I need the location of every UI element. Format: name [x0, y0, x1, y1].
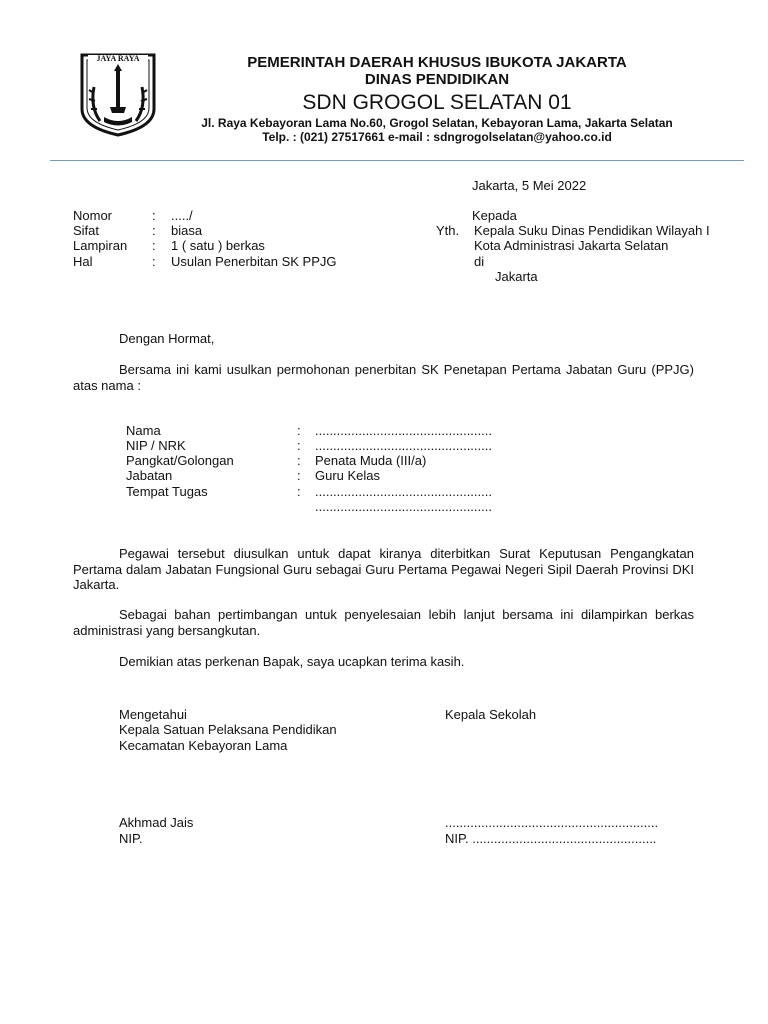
- recipient-line1: Kepala Suku Dinas Pendidikan Wilayah I: [474, 223, 710, 238]
- meta-label: Nomor: [73, 208, 113, 223]
- sign-left-name: Akhmad Jais: [119, 815, 194, 830]
- meta-colon: :: [152, 208, 156, 223]
- field-value: Guru Kelas: [315, 468, 381, 483]
- meta-value: ...../: [171, 208, 193, 223]
- paragraph-2: Sebagai bahan pertimbangan untuk penyelesaian lebih lanjut bersama ini dilampirkan berkas administrasi yang bersangkutan.: [73, 607, 694, 638]
- sign-left-line3: Kecamatan Kebayoran Lama: [119, 738, 288, 753]
- meta-value: biasa: [171, 223, 203, 238]
- sign-left-line1: Mengetahui: [119, 707, 187, 722]
- field-colon: :: [297, 423, 301, 438]
- place-date: Jakarta, 5 Mei 2022: [472, 178, 587, 193]
- field-value-continued: .................................................: [315, 499, 492, 514]
- recipient-kepada: Kepada: [472, 208, 517, 223]
- field-label: Jabatan: [126, 468, 173, 483]
- sign-right-nip: NIP. ...................................................: [445, 831, 657, 846]
- recipient-line2: Kota Administrasi Jakarta Selatan: [474, 238, 669, 253]
- intro-paragraph: Bersama ini kami usulkan permohonan penerbitan SK Penetapan Pertama Jabatan Guru (PPJG) atas nama :: [73, 362, 694, 393]
- field-label: Tempat Tugas: [126, 484, 208, 499]
- meta-label: Lampiran: [73, 238, 128, 253]
- school-address: Jl. Raya Kebayoran Lama No.60, Grogol Selatan, Kebayoran Lama, Jakarta Selatan: [201, 116, 673, 130]
- meta-label: Hal: [73, 254, 93, 269]
- sign-left-line2: Kepala Satuan Pelaksana Pendidikan: [119, 722, 337, 737]
- field-colon: :: [297, 484, 301, 499]
- field-value: .................................................: [315, 423, 492, 438]
- paragraph-1: Pegawai tersebut diusulkan untuk dapat kiranya diterbitkan Surat Keputusan Pengangkatan Pertama dalam Jabatan Fungsional Guru sebagai Guru Pertama Pegawai Negeri Sipil Daerah Provinsi DKI Jakarta.: [73, 546, 694, 592]
- field-label: Pangkat/Golongan: [126, 453, 234, 468]
- logo-caption: JAYA RAYA: [96, 54, 140, 63]
- recipient-yth: Yth.: [436, 223, 460, 238]
- meta-label: Sifat: [73, 223, 100, 238]
- sign-right-name: ...........................................................: [445, 815, 659, 830]
- recipient-city: Jakarta: [495, 269, 538, 284]
- field-colon: :: [297, 438, 301, 453]
- greeting: Dengan Hormat,: [119, 331, 215, 346]
- field-colon: :: [297, 453, 301, 468]
- field-value: Penata Muda (III/a): [315, 453, 427, 468]
- school-contact: Telp. : (021) 27517661 e-mail : sdngrogolselatan@yahoo.co.id: [262, 130, 612, 144]
- field-value: .................................................: [315, 484, 492, 499]
- meta-colon: :: [152, 238, 156, 253]
- letterhead-line1: PEMERINTAH DAERAH KHUSUS IBUKOTA JAKARTA: [247, 54, 627, 71]
- paragraph-3: Demikian atas perkenan Bapak, saya ucapkan terima kasih.: [119, 654, 465, 669]
- sign-left-nip: NIP.: [119, 831, 143, 846]
- meta-value: Usulan Penerbitan SK PPJG: [171, 254, 337, 269]
- letterhead-line2: DINAS PENDIDIKAN: [364, 71, 510, 88]
- field-colon: :: [297, 468, 301, 483]
- jaya-raya-logo: [78, 51, 158, 137]
- field-label: Nama: [126, 423, 161, 438]
- letterhead-divider: [50, 160, 744, 161]
- school-name: SDN GROGOL SELATAN 01: [302, 91, 572, 114]
- sign-right-title: Kepala Sekolah: [445, 707, 537, 722]
- recipient-di: di: [474, 254, 485, 269]
- meta-value: 1 ( satu ) berkas: [171, 238, 265, 253]
- meta-colon: :: [152, 254, 156, 269]
- meta-colon: :: [152, 223, 156, 238]
- field-value: .................................................: [315, 438, 492, 453]
- field-label: NIP / NRK: [126, 438, 186, 453]
